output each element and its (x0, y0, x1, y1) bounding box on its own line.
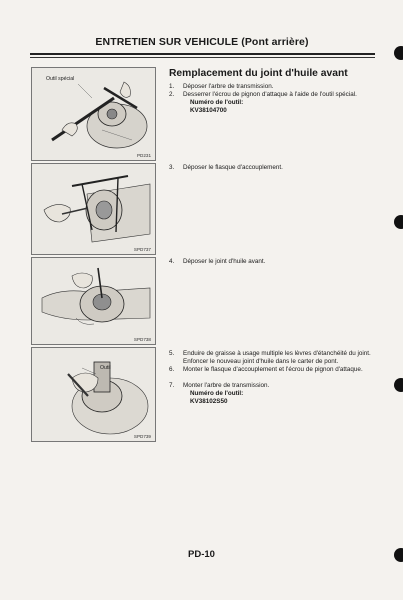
step-1 (169, 83, 391, 91)
header-rule (30, 53, 375, 55)
tool-number-value: KV38102S50 (190, 398, 228, 405)
step-number: 5. (169, 350, 175, 357)
step-5 (169, 350, 391, 365)
step-text: Desserrer l'écrou de pignon d'attaque à l'aide de l'outil spécial. (183, 91, 357, 98)
figure-callout: Outil spécial (46, 76, 75, 82)
figure-spd738 (31, 257, 156, 345)
step-2 (169, 91, 391, 99)
seal-removal-illustration (32, 258, 155, 344)
step-text: Déposer l'arbre de transmission. (183, 83, 274, 90)
step-text: Déposer le flasque d'accouplement. (183, 164, 283, 171)
figure-code: SPD738 (133, 337, 151, 342)
step-4 (169, 258, 391, 266)
tool-number-label: Numéro de l'outil: (190, 390, 244, 397)
step-number: 1. (169, 83, 175, 90)
figure-code: SPD737 (133, 247, 151, 252)
header-rule-thin (30, 57, 375, 58)
step-number: 6. (169, 366, 175, 373)
section-title: Remplacement du joint d'huile avant (169, 68, 348, 79)
figure-spd737 (31, 163, 156, 255)
binder-hole-icon (394, 215, 403, 229)
figure-spd739 (31, 347, 156, 442)
puller-on-flange-illustration (32, 164, 155, 254)
step-3 (169, 164, 391, 172)
page-number: PD-10 (188, 549, 215, 560)
step-6 (169, 366, 391, 374)
step-number: 2. (169, 91, 175, 98)
seal-installation-illustration (32, 348, 155, 441)
step-text: Enduire de graisse à usage multiple les lèvres d'étanchéité du joint. Enfoncer le nouveau joint d'huile dans le carter de pont. (183, 350, 371, 365)
tool-number-label: Numéro de l'outil: (190, 99, 244, 106)
binder-hole-icon (394, 378, 403, 392)
step-text: Déposer le joint d'huile avant. (183, 258, 266, 265)
step-number: 3. (169, 164, 175, 171)
step-7 (169, 382, 391, 390)
figure-pd231 (31, 67, 156, 161)
tool-number-value: KV38104700 (190, 107, 227, 114)
figure-callout: Outil (100, 365, 111, 371)
figure-code: SPD739 (133, 434, 151, 439)
step-number: 7. (169, 382, 175, 389)
step-text: Monter le flasque d'accouplement et l'écrou de pignon d'attaque. (183, 366, 363, 373)
page-header: ENTRETIEN SUR VEHICULE (Pont arrière) (95, 36, 309, 48)
step-text: Monter l'arbre de transmission. (183, 382, 270, 389)
step-number: 4. (169, 258, 175, 265)
figure-code: PD231 (136, 153, 151, 158)
binder-hole-icon (394, 46, 403, 60)
